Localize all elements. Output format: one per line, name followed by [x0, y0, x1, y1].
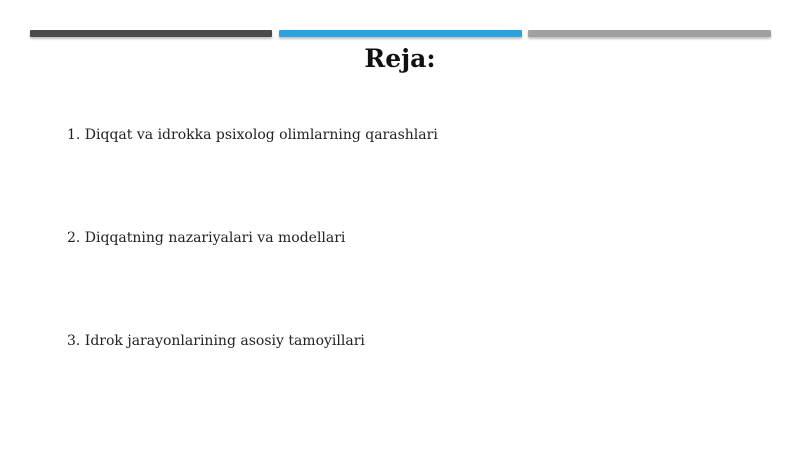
slide-title: Reja:	[364, 44, 436, 73]
plan-list	[67, 0, 767, 449]
plan-item: 1. Diqqat va idrokka psixolog olimlarning qarashlari	[67, 127, 438, 143]
plan-item: 3. Idrok jarayonlarining asosiy tamoyillari	[67, 333, 365, 349]
plan-item: 2. Diqqatning nazariyalari va modellari	[67, 230, 346, 246]
